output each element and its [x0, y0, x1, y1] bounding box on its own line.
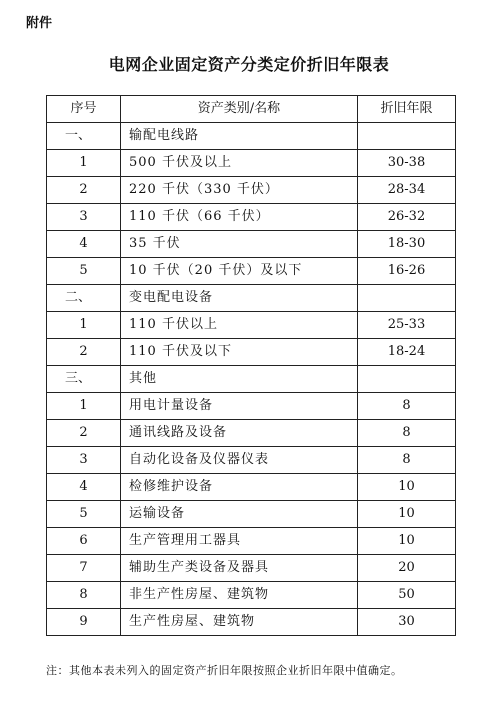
table-row	[47, 177, 456, 204]
row-number: 2	[47, 177, 121, 204]
row-years: 18-24	[358, 339, 456, 366]
table-row	[47, 204, 456, 231]
section-row	[47, 366, 456, 393]
row-years: 10	[358, 528, 456, 555]
row-number: 3	[47, 204, 121, 231]
row-years: 28-34	[358, 177, 456, 204]
row-category: 110 千伏以上	[121, 312, 358, 339]
row-category: 35 千伏	[121, 231, 358, 258]
table-row	[47, 420, 456, 447]
document-title: 电网企业固定资产分类定价折旧年限表	[108, 55, 390, 74]
header-row	[47, 96, 456, 123]
table-row	[47, 609, 456, 636]
attachment-label: 附件	[26, 16, 53, 31]
row-years: 8	[358, 420, 456, 447]
row-years: 16-26	[358, 258, 456, 285]
row-years: 8	[358, 447, 456, 474]
footnote: 注：其他本表未列入的固定资产折旧年限按照企业折旧年限中值确定。	[46, 664, 403, 677]
table-row	[47, 474, 456, 501]
row-category: 500 千伏及以上	[121, 150, 358, 177]
row-number: 1	[47, 312, 121, 339]
row-years: 50	[358, 582, 456, 609]
row-category: 运输设备	[121, 501, 358, 528]
row-years: 10	[358, 501, 456, 528]
row-category: 110 千伏及以下	[121, 339, 358, 366]
row-years: 18-30	[358, 231, 456, 258]
table-row	[47, 447, 456, 474]
row-category: 非生产性房屋、建筑物	[121, 582, 358, 609]
table-row	[47, 231, 456, 258]
row-years: 26-32	[358, 204, 456, 231]
row-years: 20	[358, 555, 456, 582]
row-category: 220 千伏（330 千伏）	[121, 177, 358, 204]
row-category: 其他	[121, 366, 358, 393]
table-body	[47, 123, 456, 636]
row-category: 110 千伏（66 千伏）	[121, 204, 358, 231]
table-row	[47, 393, 456, 420]
row-category: 用电计量设备	[121, 393, 358, 420]
row-number: 二、	[47, 285, 121, 312]
row-number: 三、	[47, 366, 121, 393]
row-years	[358, 366, 456, 393]
row-category: 输配电线路	[121, 123, 358, 150]
row-number: 1	[47, 393, 121, 420]
row-years: 30	[358, 609, 456, 636]
row-years	[358, 123, 456, 150]
table-row	[47, 501, 456, 528]
depreciation-table	[46, 95, 456, 636]
row-number: 9	[47, 609, 121, 636]
row-years	[358, 285, 456, 312]
row-years: 30-38	[358, 150, 456, 177]
row-category: 检修维护设备	[121, 474, 358, 501]
row-number: 6	[47, 528, 121, 555]
row-number: 3	[47, 447, 121, 474]
row-category: 变电配电设备	[121, 285, 358, 312]
row-number: 5	[47, 258, 121, 285]
table-row	[47, 150, 456, 177]
table-row	[47, 582, 456, 609]
section-row	[47, 123, 456, 150]
row-years: 10	[358, 474, 456, 501]
header-years: 折旧年限	[358, 96, 456, 123]
header-number: 序号	[47, 96, 121, 123]
row-number: 5	[47, 501, 121, 528]
table-row	[47, 555, 456, 582]
row-number: 4	[47, 231, 121, 258]
row-number: 1	[47, 150, 121, 177]
row-years: 8	[358, 393, 456, 420]
row-number: 7	[47, 555, 121, 582]
row-category: 自动化设备及仪器仪表	[121, 447, 358, 474]
row-category: 生产管理用工器具	[121, 528, 358, 555]
row-number: 一、	[47, 123, 121, 150]
row-years: 25-33	[358, 312, 456, 339]
table-row	[47, 312, 456, 339]
row-category: 10 千伏（20 千伏）及以下	[121, 258, 358, 285]
table-row	[47, 339, 456, 366]
table-row	[47, 258, 456, 285]
row-number: 4	[47, 474, 121, 501]
header-category: 资产类别/名称	[121, 96, 358, 123]
row-category: 辅助生产类设备及器具	[121, 555, 358, 582]
table-row	[47, 528, 456, 555]
row-number: 2	[47, 339, 121, 366]
row-category: 生产性房屋、建筑物	[121, 609, 358, 636]
row-number: 8	[47, 582, 121, 609]
row-category: 通讯线路及设备	[121, 420, 358, 447]
row-number: 2	[47, 420, 121, 447]
section-row	[47, 285, 456, 312]
